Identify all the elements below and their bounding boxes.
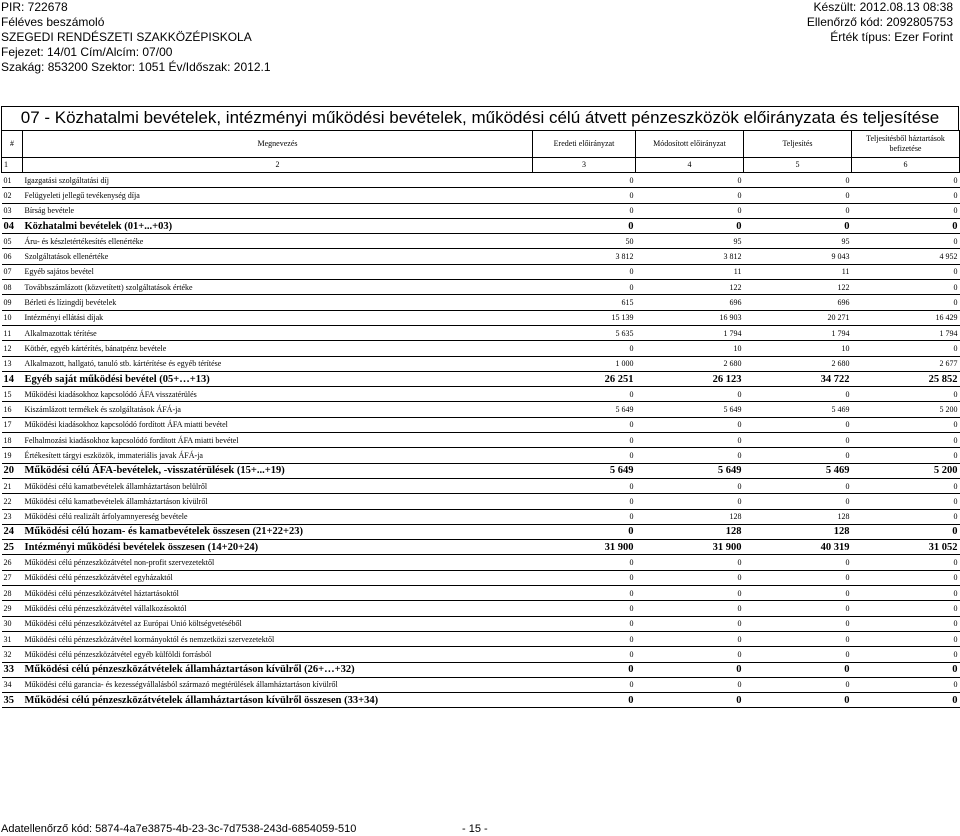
col-number: 1 (2, 158, 23, 173)
table-row (2, 677, 960, 692)
table-row (2, 478, 960, 493)
col-header-no: # (2, 131, 23, 158)
original-value: 0 (533, 478, 636, 493)
original-value: 0 (533, 586, 636, 601)
original-value: 5 649 (533, 402, 636, 417)
table-row (2, 524, 960, 539)
col-number: 5 (744, 158, 852, 173)
row-label: Működési célú pénzeszközátvétel háztartásoktól (23, 586, 533, 601)
original-value: 0 (533, 616, 636, 631)
table-row (2, 402, 960, 417)
row-label: Áru- és készletértékesítés ellenértéke (23, 234, 533, 249)
household-value: 0 (852, 509, 960, 524)
actual-value: 0 (744, 677, 852, 692)
original-value: 15 139 (533, 310, 636, 325)
original-value: 0 (533, 173, 636, 188)
table-row (2, 586, 960, 601)
actual-value: 0 (744, 433, 852, 448)
household-value: 0 (852, 264, 960, 279)
row-label: Működési célú kamatbevételek államháztartáson kívülről (23, 494, 533, 509)
modified-value: 0 (636, 570, 744, 585)
original-value: 0 (533, 631, 636, 646)
actual-value: 122 (744, 280, 852, 295)
table-row (2, 356, 960, 371)
row-number: 26 (2, 555, 23, 570)
original-value: 0 (533, 662, 636, 677)
household-value: 2 677 (852, 356, 960, 371)
row-label: Működési célú pénzeszközátvételek államháztartáson kívülről (26+…+32) (23, 662, 533, 677)
row-label: Kiszámlázott termékek és szolgáltatások ÁFÁ-ja (23, 402, 533, 417)
modified-value: 95 (636, 234, 744, 249)
original-value: 26 251 (533, 371, 636, 386)
modified-value: 696 (636, 295, 744, 310)
original-value: 0 (533, 448, 636, 463)
original-value: 0 (533, 647, 636, 662)
table-row (2, 295, 960, 310)
table-title: 07 - Közhatalmi bevételek, intézményi működési bevételek, működési célú átvett pénzeszközök előirányzata és teljesítése (1, 106, 959, 130)
table-row (2, 188, 960, 203)
table-row (2, 417, 960, 432)
table-row (2, 693, 960, 708)
original-value: 0 (533, 509, 636, 524)
actual-value: 0 (744, 494, 852, 509)
row-number: 27 (2, 570, 23, 585)
column-number-row (2, 158, 960, 173)
table-body (2, 173, 960, 708)
original-value: 0 (533, 677, 636, 692)
actual-value: 20 271 (744, 310, 852, 325)
modified-value: 0 (636, 387, 744, 402)
budget-table (1, 130, 960, 708)
modified-value: 0 (636, 647, 744, 662)
modified-value: 0 (636, 494, 744, 509)
row-label: Egyéb sajátos bevétel (23, 264, 533, 279)
modified-value: 0 (636, 203, 744, 218)
row-number: 34 (2, 677, 23, 692)
report-header-right (807, 0, 953, 45)
table-row (2, 173, 960, 188)
row-number: 30 (2, 616, 23, 631)
row-number: 32 (2, 647, 23, 662)
actual-value: 0 (744, 555, 852, 570)
household-value: 0 (852, 494, 960, 509)
row-label: Felhalmozási kiadásokhoz kapcsolódó fordított ÁFA miatti bevétel (23, 433, 533, 448)
table-row (2, 647, 960, 662)
value-type: Érték típus: Ezer Forint (830, 30, 953, 44)
modified-value: 2 680 (636, 356, 744, 371)
actual-value: 0 (744, 188, 852, 203)
page-number: - 15 - (462, 823, 488, 835)
actual-value: 34 722 (744, 371, 852, 386)
row-number: 07 (2, 264, 23, 279)
modified-value: 0 (636, 662, 744, 677)
actual-value: 95 (744, 234, 852, 249)
modified-value: 128 (636, 509, 744, 524)
table-row (2, 387, 960, 402)
table-row (2, 540, 960, 555)
actual-value: 0 (744, 478, 852, 493)
household-value: 0 (852, 295, 960, 310)
modified-value: 0 (636, 448, 744, 463)
created-date: Készült: 2012.08.13 08:38 (813, 0, 953, 14)
table-row (2, 463, 960, 478)
actual-value: 0 (744, 218, 852, 233)
row-label: Működési célú garancia- és kezességvállalásból származó megtérülések államháztartáson kívülről (23, 677, 533, 692)
household-value: 31 052 (852, 540, 960, 555)
sector-period: Szakág: 853200 Szektor: 1051 Év/Időszak: 2012.1 (1, 60, 271, 74)
original-value: 50 (533, 234, 636, 249)
table-row (2, 218, 960, 233)
checksum: Ellenőrző kód: 2092805753 (806, 15, 953, 29)
row-number: 20 (2, 463, 23, 478)
row-number: 10 (2, 310, 23, 325)
row-number: 29 (2, 601, 23, 616)
original-value: 0 (533, 280, 636, 295)
row-label: Intézményi ellátási díjak (23, 310, 533, 325)
row-label: Működési célú pénzeszközátvétel egyéb külföldi forrásból (23, 647, 533, 662)
modified-value: 5 649 (636, 463, 744, 478)
household-value: 0 (852, 586, 960, 601)
table-row (2, 325, 960, 340)
original-value: 0 (533, 555, 636, 570)
household-value: 0 (852, 433, 960, 448)
row-label: Intézményi működési bevételek összesen (14+20+24) (23, 540, 533, 555)
modified-value: 0 (636, 218, 744, 233)
row-label: Igazgatási szolgáltatási díj (23, 173, 533, 188)
modified-value: 0 (636, 693, 744, 708)
original-value: 0 (533, 417, 636, 432)
actual-value: 10 (744, 341, 852, 356)
actual-value: 5 469 (744, 463, 852, 478)
actual-value: 0 (744, 647, 852, 662)
row-number: 09 (2, 295, 23, 310)
col-header-households: Teljesítésből háztartások befizetése (852, 131, 960, 158)
row-number: 02 (2, 188, 23, 203)
row-number: 01 (2, 173, 23, 188)
original-value: 3 812 (533, 249, 636, 264)
actual-value: 0 (744, 387, 852, 402)
row-label: Kötbér, egyéb kártérítés, bánatpénz bevétele (23, 341, 533, 356)
col-header-modified: Módosított előirányzat (636, 131, 744, 158)
row-label: Bérleti és lízingdíj bevételek (23, 295, 533, 310)
row-number: 35 (2, 693, 23, 708)
household-value: 0 (852, 570, 960, 585)
row-label: Működési kiadásokhoz kapcsolódó ÁFA visszatérülés (23, 387, 533, 402)
modified-value: 128 (636, 524, 744, 539)
row-label: Szolgáltatások ellenértéke (23, 249, 533, 264)
household-value: 0 (852, 662, 960, 677)
row-number: 33 (2, 662, 23, 677)
modified-value: 0 (636, 173, 744, 188)
household-value: 0 (852, 555, 960, 570)
actual-value: 128 (744, 509, 852, 524)
modified-value: 0 (636, 478, 744, 493)
row-number: 19 (2, 448, 23, 463)
actual-value: 11 (744, 264, 852, 279)
actual-value: 0 (744, 203, 852, 218)
row-label: Felügyeleti jellegű tevékenység díja (23, 188, 533, 203)
household-value: 0 (852, 631, 960, 646)
table-row (2, 570, 960, 585)
modified-value: 31 900 (636, 540, 744, 555)
modified-value: 5 649 (636, 402, 744, 417)
table-row (2, 234, 960, 249)
original-value: 0 (533, 264, 636, 279)
household-value: 0 (852, 234, 960, 249)
row-number: 03 (2, 203, 23, 218)
original-value: 0 (533, 218, 636, 233)
actual-value: 0 (744, 693, 852, 708)
original-value: 0 (533, 570, 636, 585)
table-row (2, 631, 960, 646)
row-number: 17 (2, 417, 23, 432)
row-label: Működési célú ÁFA-bevételek, -visszatérülések (15+...+19) (23, 463, 533, 478)
original-value: 0 (533, 188, 636, 203)
col-header-name: Megnevezés (23, 131, 533, 158)
table-row (2, 310, 960, 325)
actual-value: 0 (744, 570, 852, 585)
original-value: 0 (533, 203, 636, 218)
actual-value: 0 (744, 448, 852, 463)
original-value: 1 000 (533, 356, 636, 371)
row-number: 12 (2, 341, 23, 356)
column-header-row (2, 131, 960, 158)
table-row (2, 448, 960, 463)
actual-value: 2 680 (744, 356, 852, 371)
col-number: 2 (23, 158, 533, 173)
row-label: Működési célú pénzeszközátvétel egyházaktól (23, 570, 533, 585)
table-row (2, 494, 960, 509)
row-label: Bírság bevétele (23, 203, 533, 218)
row-number: 25 (2, 540, 23, 555)
original-value: 0 (533, 601, 636, 616)
household-value: 0 (852, 448, 960, 463)
actual-value: 5 469 (744, 402, 852, 417)
row-number: 24 (2, 524, 23, 539)
pir-number: PIR: 722678 (1, 0, 68, 14)
row-number: 15 (2, 387, 23, 402)
row-label: Működési célú pénzeszközátvétel kormányoktól és nemzetközi szervezetektől (23, 631, 533, 646)
table-row (2, 341, 960, 356)
modified-value: 0 (636, 417, 744, 432)
chapter-title: Fejezet: 14/01 Cím/Alcím: 07/00 (1, 45, 173, 59)
table-row (2, 662, 960, 677)
original-value: 0 (533, 494, 636, 509)
table-row (2, 433, 960, 448)
modified-value: 0 (636, 616, 744, 631)
row-number: 14 (2, 371, 23, 386)
modified-value: 11 (636, 264, 744, 279)
household-value: 0 (852, 601, 960, 616)
modified-value: 0 (636, 631, 744, 646)
row-label: Egyéb saját működési bevétel (05+…+13) (23, 371, 533, 386)
actual-value: 40 319 (744, 540, 852, 555)
actual-value: 0 (744, 417, 852, 432)
row-label: Működési célú pénzeszközátvétel az Európai Unió költségvetéséből (23, 616, 533, 631)
original-value: 615 (533, 295, 636, 310)
modified-value: 0 (636, 601, 744, 616)
actual-value: 0 (744, 662, 852, 677)
col-number: 3 (533, 158, 636, 173)
row-label: Közhatalmi bevételek (01+...+03) (23, 218, 533, 233)
table-row (2, 280, 960, 295)
row-label: Működési célú pénzeszközátvétel non-profit szervezetektől (23, 555, 533, 570)
report-header-left (1, 0, 271, 75)
original-value: 0 (533, 341, 636, 356)
household-value: 0 (852, 616, 960, 631)
table-row (2, 601, 960, 616)
row-number: 11 (2, 325, 23, 340)
original-value: 0 (533, 433, 636, 448)
col-header-actual: Teljesítés (744, 131, 852, 158)
actual-value: 0 (744, 601, 852, 616)
col-number: 6 (852, 158, 960, 173)
household-value: 0 (852, 188, 960, 203)
modified-value: 3 812 (636, 249, 744, 264)
row-label: Alkalmazottak térítése (23, 325, 533, 340)
original-value: 5 649 (533, 463, 636, 478)
modified-value: 122 (636, 280, 744, 295)
row-number: 16 (2, 402, 23, 417)
row-number: 06 (2, 249, 23, 264)
row-label: Működési célú realizált árfolyamnyereség bevétele (23, 509, 533, 524)
actual-value: 696 (744, 295, 852, 310)
row-label: Alkalmazott, hallgató, tanuló stb. kártérítése és egyéb térítése (23, 356, 533, 371)
table-row (2, 203, 960, 218)
household-value: 0 (852, 677, 960, 692)
institution-name: SZEGEDI RENDÉSZETI SZAKKÖZÉPISKOLA (1, 30, 252, 44)
modified-value: 26 123 (636, 371, 744, 386)
original-value: 0 (533, 524, 636, 539)
row-number: 05 (2, 234, 23, 249)
modified-value: 0 (636, 433, 744, 448)
household-value: 0 (852, 478, 960, 493)
actual-value: 1 794 (744, 325, 852, 340)
row-number: 31 (2, 631, 23, 646)
household-value: 4 952 (852, 249, 960, 264)
row-label: Működési célú pénzeszközátvételek államháztartáson kívülről összesen (33+34) (23, 693, 533, 708)
household-value: 5 200 (852, 463, 960, 478)
row-label: Értékesített tárgyi eszközök, immateriális javak ÁFÁ-ja (23, 448, 533, 463)
household-value: 25 852 (852, 371, 960, 386)
table-row (2, 264, 960, 279)
household-value: 1 794 (852, 325, 960, 340)
modified-value: 0 (636, 188, 744, 203)
household-value: 0 (852, 341, 960, 356)
row-number: 28 (2, 586, 23, 601)
row-number: 08 (2, 280, 23, 295)
row-number: 18 (2, 433, 23, 448)
modified-value: 1 794 (636, 325, 744, 340)
row-label: Működési célú kamatbevételek államháztartáson belülről (23, 478, 533, 493)
modified-value: 10 (636, 341, 744, 356)
row-label: Működési célú pénzeszközátvétel vállalkozásoktól (23, 601, 533, 616)
row-label: Működési kiadásokhoz kapcsolódó fordított ÁFA miatti bevétel (23, 417, 533, 432)
modified-value: 0 (636, 677, 744, 692)
row-number: 23 (2, 509, 23, 524)
original-value: 0 (533, 387, 636, 402)
table-row (2, 616, 960, 631)
original-value: 5 635 (533, 325, 636, 340)
actual-value: 0 (744, 173, 852, 188)
modified-value: 0 (636, 555, 744, 570)
household-value: 5 200 (852, 402, 960, 417)
col-header-original: Eredeti előirányzat (533, 131, 636, 158)
household-value: 0 (852, 524, 960, 539)
household-value: 0 (852, 173, 960, 188)
actual-value: 0 (744, 586, 852, 601)
row-number: 13 (2, 356, 23, 371)
household-value: 0 (852, 693, 960, 708)
row-number: 04 (2, 218, 23, 233)
row-number: 22 (2, 494, 23, 509)
household-value: 0 (852, 647, 960, 662)
actual-value: 0 (744, 631, 852, 646)
household-value: 0 (852, 417, 960, 432)
actual-value: 9 043 (744, 249, 852, 264)
original-value: 31 900 (533, 540, 636, 555)
modified-value: 16 903 (636, 310, 744, 325)
actual-value: 0 (744, 616, 852, 631)
household-value: 0 (852, 387, 960, 402)
household-value: 0 (852, 280, 960, 295)
modified-value: 0 (636, 586, 744, 601)
actual-value: 128 (744, 524, 852, 539)
table-row (2, 371, 960, 386)
row-label: Továbbszámlázott (közvetített) szolgáltatások értéke (23, 280, 533, 295)
col-number: 4 (636, 158, 744, 173)
table-row (2, 249, 960, 264)
household-value: 0 (852, 203, 960, 218)
report-type: Féléves beszámoló (1, 15, 105, 29)
household-value: 16 429 (852, 310, 960, 325)
row-number: 21 (2, 478, 23, 493)
table-row (2, 555, 960, 570)
table-row (2, 509, 960, 524)
household-value: 0 (852, 218, 960, 233)
original-value: 0 (533, 693, 636, 708)
row-label: Működési célú hozam- és kamatbevételek összesen (21+22+23) (23, 524, 533, 539)
data-control-code: Adatellenőrző kód: 5874-4a7e3875-4b-23-3c-7d7538-243d-6854059-510 (1, 823, 357, 835)
